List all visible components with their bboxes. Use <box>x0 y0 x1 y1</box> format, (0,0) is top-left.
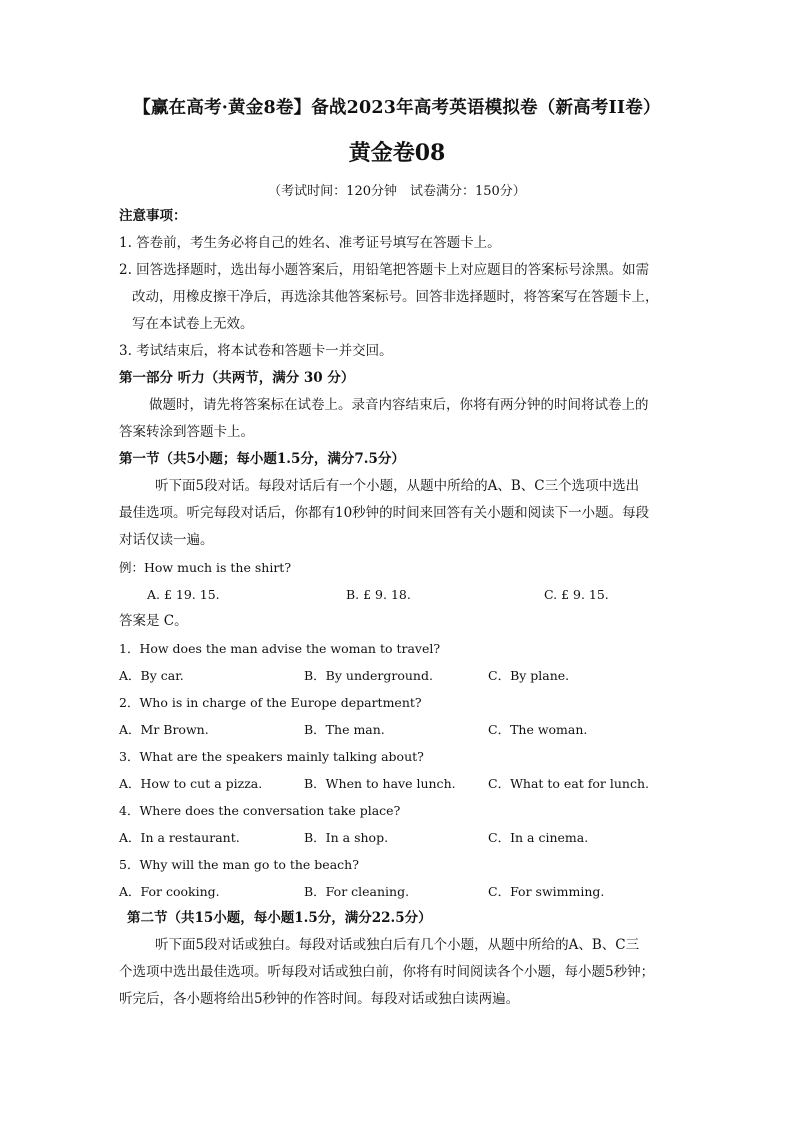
note-2-line-3: 写在本试卷上无效。 <box>132 316 254 332</box>
option-c: C．By plane. <box>488 668 570 683</box>
notes-heading: 注意事项： <box>119 208 187 224</box>
question-2: 2．Who is in charge of the Europe department? <box>119 695 422 710</box>
question-3: 3．What are the speakers mainly talking about? <box>119 749 424 764</box>
section1-intro-line-2: 最佳选项。听完每段对话后，你都有10秒钟的时间来回答有关小题和阅读下一小题。每段 <box>119 505 650 521</box>
option-b: B．The man. <box>304 722 385 737</box>
question-2-options <box>119 716 679 743</box>
option-a: A．By car. <box>119 668 184 683</box>
option-c: C．What to eat for lunch. <box>488 776 650 791</box>
section1-intro-line-1: 听下面5段对话。每段对话后有一个小题，从题中所给的A、B、C三个选项中选出 <box>155 478 640 494</box>
question-4: 4．Where does the conversation take place? <box>119 803 401 818</box>
note-1: 1. 答卷前，考生务必将自己的姓名、准考证号填写在答题卡上。 <box>119 235 501 251</box>
option-a: A．How to cut a pizza. <box>119 776 263 791</box>
exam-content <box>119 203 679 1013</box>
note-2-line-2: 改动，用橡皮擦干净后，再选涂其他答案标号。回答非选择题时，将答案写在答题卡上， <box>132 289 659 305</box>
section2-heading: 第二节（共15小题，每小题1.5分，满分22.5分） <box>127 910 432 926</box>
note-3: 3. 考试结束后，将本试卷和答题卡一并交回。 <box>119 343 393 359</box>
option-c: C．For swimming. <box>488 884 605 899</box>
option-b: B．When to have lunch. <box>304 776 456 791</box>
option-c: C．The woman. <box>488 722 588 737</box>
section2-intro-line-1: 听下面5段对话或独白。每段对话或独白后有几个小题，从题中所给的A、B、C三 <box>155 937 640 953</box>
section2-intro-line-3: 听完后，各小题将给出5秒钟的作答时间。每段对话或独白读两遍。 <box>119 991 520 1007</box>
example-answer: 答案是 C。 <box>119 613 188 629</box>
example-options <box>119 581 679 608</box>
option-b: B．In a shop. <box>304 830 389 845</box>
question-4-options <box>119 824 679 851</box>
example-question: 例：How much is the shirt? <box>119 560 292 575</box>
part1-heading: 第一部分 听力（共两节，满分 30 分） <box>119 370 355 386</box>
part1-intro-line-1: 做题时，请先将答案标在试卷上。录音内容结束后，你将有两分钟的时间将试卷上的 <box>149 397 649 413</box>
question-1: 1．How does the man advise the woman to travel? <box>119 641 441 656</box>
question-3-options <box>119 770 679 797</box>
section2-intro-line-2: 个选项中选出最佳选项。听每段对话或独白前，你将有时间阅读各个小题，每小题5秒钟； <box>119 964 655 980</box>
question-5-options <box>119 878 679 905</box>
option-a: A．For cooking. <box>119 884 220 899</box>
example-option-b: B. £ 9. 18. <box>346 587 411 602</box>
question-1-options <box>119 662 679 689</box>
option-c: C．In a cinema. <box>488 830 589 845</box>
example-option-c: C. £ 9. 15. <box>544 587 609 602</box>
option-b: B．By underground. <box>304 668 433 683</box>
option-b: B．For cleaning. <box>304 884 410 899</box>
option-a: A．In a restaurant. <box>119 830 240 845</box>
part1-intro-line-2: 答案转涂到答题卡上。 <box>119 424 254 440</box>
note-2-line-1: 2. 回答选择题时，选出每小题答案后，用铅笔把答题卡上对应题目的答案标号涂黑。如需 <box>119 262 650 278</box>
question-5: 5．Why will the man go to the beach? <box>119 857 359 872</box>
example-option-a: A. £ 19. 15. <box>147 587 220 602</box>
exam-subtitle: 黄金卷08 <box>348 140 446 166</box>
section1-intro-line-3: 对话仅读一遍。 <box>119 532 214 548</box>
option-a: A．Mr Brown. <box>119 722 209 737</box>
exam-title: 【赢在高考·黄金8卷】备战2023年高考英语模拟卷（新高考II卷） <box>133 98 661 118</box>
exam-info: （考试时间：120分钟 试卷满分：150分） <box>268 184 526 199</box>
section1-heading: 第一节（共5小题；每小题1.5分，满分7.5分） <box>119 451 405 467</box>
